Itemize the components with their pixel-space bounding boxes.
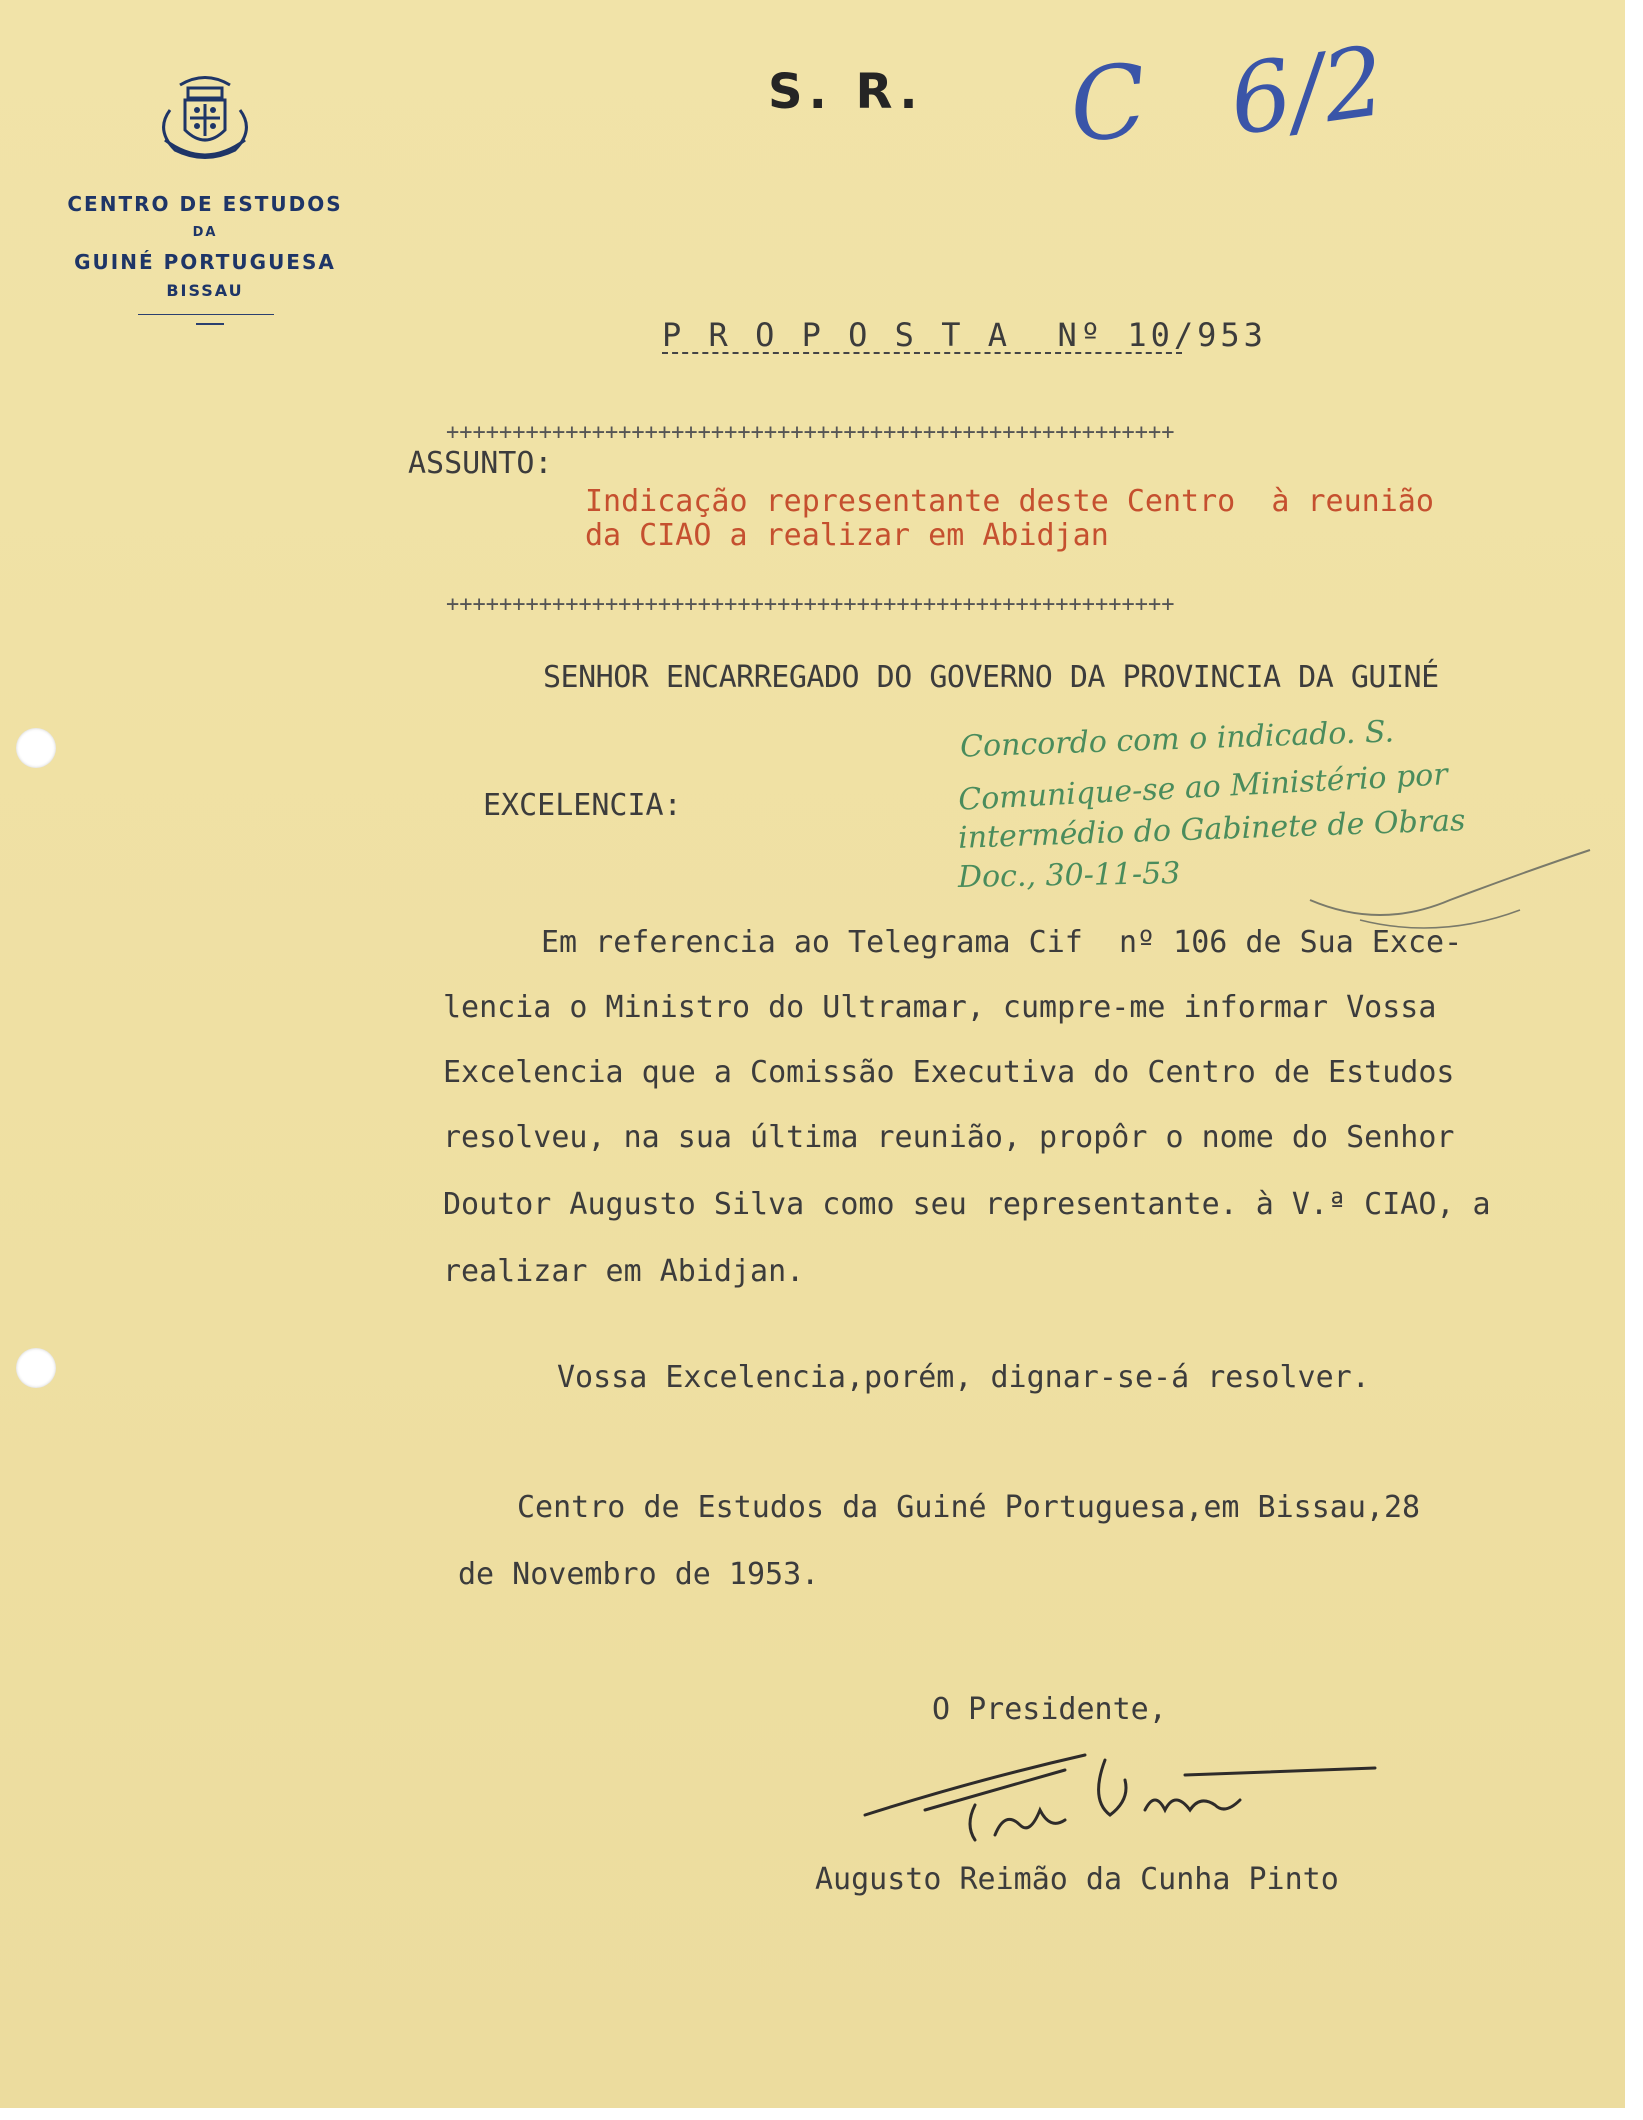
subject-line: Indicação representante deste Centro à reunião	[585, 484, 1434, 519]
letterhead-line: CENTRO DE ESTUDOS	[67, 192, 343, 216]
subject-label: ASSUNTO:	[408, 446, 553, 481]
scan-border-bottom	[0, 2108, 1643, 2120]
document-title: P R O P O S T A Nº 10/953	[662, 316, 1267, 354]
handwritten-ref-letter: C	[1064, 41, 1153, 166]
salutation: EXCELENCIA:	[483, 788, 682, 823]
margin-note-line: Concordo com o indicado. S.	[959, 714, 1395, 765]
header-mark: S. R.	[768, 64, 924, 120]
body-line: de Novembro de 1953.	[458, 1557, 820, 1592]
body-line: Em referencia ao Telegrama Cif nº 106 de Sua Exce-	[541, 925, 1463, 960]
handwritten-ref-number: 6/2	[1222, 24, 1392, 158]
body-line: Doutor Augusto Silva como seu representante. à V.ª CIAO, a	[443, 1187, 1491, 1222]
addressee: SENHOR ENCARREGADO DO GOVERNO DA PROVINCIA DA GUINÉ	[543, 660, 1439, 695]
margin-note-line: Comunique-se ao Ministério por	[957, 757, 1449, 818]
letterhead-line: BISSAU	[166, 281, 244, 300]
closing: O Presidente,	[932, 1692, 1167, 1727]
letterhead-line: DA	[192, 225, 218, 240]
body-line: Centro de Estudos da Guiné Portuguesa,em Bissau,28	[517, 1490, 1421, 1525]
signatory-name: Augusto Reimão da Cunha Pinto	[815, 1862, 1339, 1897]
letterhead-line: GUINÉ PORTUGUESA	[74, 250, 336, 274]
separator-top: +++++++++++++++++++++++++++++++++++++++++++++++++++++++	[446, 420, 1175, 445]
body-line: realizar em Abidjan.	[443, 1254, 805, 1289]
title-underline	[662, 352, 1182, 354]
crest-icon	[150, 70, 260, 170]
body-line: lencia o Ministro do Ultramar, cumpre-me informar Vossa	[443, 990, 1437, 1025]
separator-bottom: +++++++++++++++++++++++++++++++++++++++++++++++++++++++	[446, 592, 1175, 617]
body-line: resolveu, na sua última reunião, propôr o nome do Senhor	[443, 1120, 1455, 1155]
margin-note-line: intermédio do Gabinete de Obras	[957, 803, 1466, 856]
letterhead-dash	[196, 323, 224, 325]
body-line: Vossa Excelencia,porém, dignar-se-á resolver.	[557, 1360, 1370, 1395]
scan-border-right	[1625, 0, 1643, 2120]
signature	[855, 1740, 1395, 1850]
margin-note-line: Doc., 30-11-53	[957, 856, 1181, 895]
subject-line: da CIAO a realizar em Abidjan	[585, 518, 1109, 553]
punch-hole	[16, 1348, 56, 1388]
punch-hole	[16, 728, 56, 768]
body-line: Excelencia que a Comissão Executiva do Centro de Estudos	[443, 1055, 1455, 1090]
letterhead-rule	[138, 314, 274, 315]
